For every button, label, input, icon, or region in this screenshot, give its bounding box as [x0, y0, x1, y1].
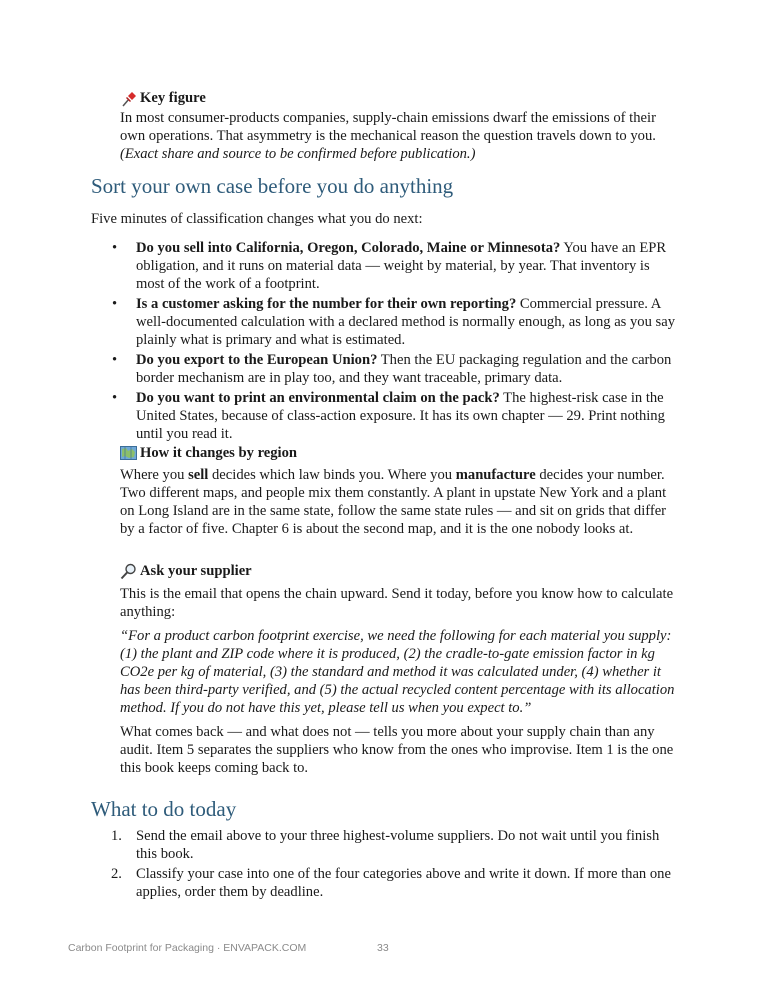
list-item	[91, 865, 681, 901]
list-item	[91, 827, 681, 863]
bullet-icon: •	[112, 296, 118, 312]
key-figure-body	[120, 109, 680, 163]
region-heading	[120, 443, 680, 463]
step-number: 2.	[111, 866, 122, 882]
region-text: Where you	[120, 467, 189, 483]
step-text: Send the email above to your three highest-volume suppliers. Do not wait until you finish this book.	[136, 828, 660, 862]
supplier-intro: This is the email that opens the chain upward. Send it today, before you know how to calculate anything:	[120, 586, 674, 620]
page-number: 33	[377, 942, 389, 954]
bullet-icon: •	[112, 240, 118, 256]
step-text: Classify your case into one of the four categories above and write it down. If more than one applies, order them by deadline.	[136, 866, 671, 900]
bullet-answer: The highest-risk case in the United States, because of class-action exposure. It has its own chapter — 29. Print nothing until you read it.	[136, 390, 665, 442]
section-intro: Five minutes of classification changes what you do next:	[91, 211, 423, 227]
supplier-heading	[120, 561, 680, 581]
bullet-question: Do you sell into California, Oregon, Colorado, Maine or Minnesota?	[136, 240, 561, 256]
bullet-question: Is a customer asking for the number for their own reporting?	[136, 296, 517, 312]
section-heading-today: What to do today	[91, 797, 237, 821]
key-figure-title: Key figure	[140, 90, 206, 106]
case-bullet-list	[91, 239, 681, 445]
map-icon	[120, 445, 136, 461]
supplier-outro: What comes back — and what does not — tells you more about your supply chain than any audit. Item 5 separates the suppliers who know from the ones who improvise. Item 1 is the one this book keeps coming back to.	[120, 724, 674, 776]
bullet-answer: Then the EU packaging regulation and the carbon border mechanism are in play too, and they want traceable, primary data.	[136, 352, 672, 386]
list-item	[91, 239, 681, 293]
bullet-question: Do you want to print an environmental claim on the pack?	[136, 390, 500, 406]
list-item	[91, 351, 681, 387]
region-text: decides your number. Two different maps, and people mix them constantly. A plant in upstate New York and a plant on Long Island are in the same state, follow the same state rules — and sit on grids that differ by a factor of five. Chapter 6 is about the second map, and it is the one nobody looks at.	[120, 467, 667, 537]
region-text: decides which law binds you. Where you	[208, 467, 456, 483]
supplier-callout	[120, 561, 680, 777]
magnifier-icon	[120, 563, 136, 579]
supplier-email-quote: “For a product carbon footprint exercise, we need the following for each material you supply: (1) the plant and ZIP code where it is produced, (2) the cradle-to-gate emission factor in kg CO2e per kg of material, (3) the standard and method it was calculated under, (4) whether it has been third-party verified, and (5) the actual recycled content percentage with its allocation method. If you do not have this yet, please tell us when you expect to.”	[120, 628, 675, 716]
key-figure-heading	[120, 88, 680, 108]
key-figure-text: In most consumer-products companies, supply-chain emissions dwarf the emissions of their own operations. That asymmetry is the mechanical reason the question travels down to you.	[120, 110, 656, 144]
list-item	[91, 295, 681, 349]
supplier-title: Ask your supplier	[140, 563, 252, 579]
bullet-icon: •	[112, 352, 118, 368]
bullet-answer: Commercial pressure. A well-documented calculation with a declared method is normally enough, as long as you say plainly what is primary and what is estimated.	[136, 296, 676, 348]
region-callout	[120, 443, 680, 538]
region-bold-sell: sell	[188, 467, 209, 483]
bullet-question: Do you export to the European Union?	[136, 352, 378, 368]
region-body	[120, 466, 680, 538]
todo-list	[91, 827, 681, 903]
footer-book-title: Carbon Footprint for Packaging · ENVAPACK.COM	[68, 942, 307, 954]
region-title: How it changes by region	[140, 445, 298, 461]
bullet-icon: •	[112, 390, 118, 406]
key-figure-callout	[120, 88, 680, 163]
list-item	[91, 389, 681, 443]
step-number: 1.	[111, 828, 122, 844]
section-heading-sort: Sort your own case before you do anything	[91, 174, 454, 198]
pushpin-icon	[120, 90, 136, 106]
key-figure-note: (Exact share and source to be confirmed before publication.)	[120, 146, 476, 162]
region-bold-manufacture: manufacture	[455, 467, 536, 483]
bullet-answer: You have an EPR obligation, and it runs on material data — weight by material, by year. That inventory is most of the work of a footprint.	[136, 240, 667, 292]
